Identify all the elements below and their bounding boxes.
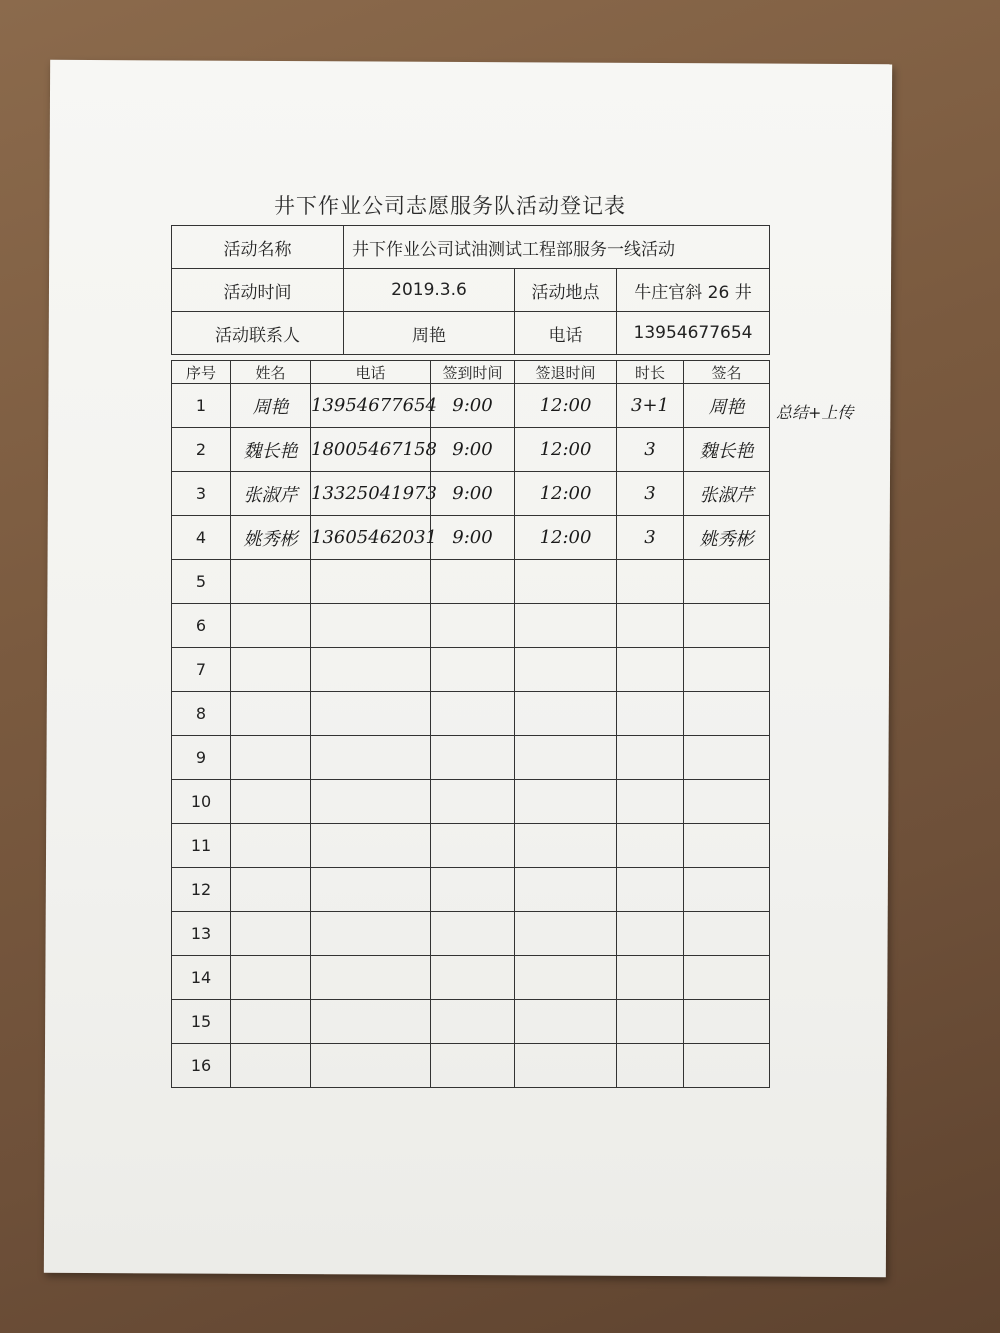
volunteer-name: 张淑芹: [231, 472, 311, 516]
row-number: 7: [172, 648, 231, 692]
volunteer-name: [231, 560, 311, 604]
duration: 3+1: [617, 384, 684, 428]
volunteer-name: [231, 736, 311, 780]
signature: [684, 780, 770, 824]
signature: [684, 692, 770, 736]
checkin-time: 9:00: [431, 384, 515, 428]
table-row: [172, 956, 770, 1000]
checkout-time: [515, 560, 617, 604]
volunteer-phone: [311, 912, 431, 956]
signature: [684, 912, 770, 956]
signature: 张淑芹: [684, 472, 770, 516]
row-number: 15: [172, 1000, 231, 1044]
activity-location-label: 活动地点: [515, 269, 617, 312]
volunteer-phone: 13954677654: [311, 384, 431, 428]
row-number: 5: [172, 560, 231, 604]
checkout-time: [515, 824, 617, 868]
volunteer-phone: [311, 560, 431, 604]
row-number: 6: [172, 604, 231, 648]
row-number: 3: [172, 472, 231, 516]
volunteer-name: [231, 1000, 311, 1044]
checkin-time: [431, 648, 515, 692]
table-row: [172, 472, 770, 516]
signature: [684, 604, 770, 648]
volunteer-phone: [311, 692, 431, 736]
volunteer-phone: 13325041973: [311, 472, 431, 516]
table-row: [172, 868, 770, 912]
activity-time-row: [172, 269, 770, 312]
signature: [684, 956, 770, 1000]
table-row: [172, 736, 770, 780]
checkin-time: [431, 780, 515, 824]
form-title: 井下作业公司志愿服务队活动登记表: [274, 194, 626, 218]
checkout-time: [515, 604, 617, 648]
table-row: [172, 604, 770, 648]
checkout-time: [515, 868, 617, 912]
volunteer-name: [231, 956, 311, 1000]
duration: [617, 648, 684, 692]
checkout-time: [515, 1000, 617, 1044]
checkout-time: 12:00: [515, 472, 617, 516]
table-row: [172, 692, 770, 736]
row-number: 9: [172, 736, 231, 780]
checkin-time: [431, 1044, 515, 1088]
duration: 3: [617, 516, 684, 560]
checkout-time: [515, 692, 617, 736]
table-row: [172, 1000, 770, 1044]
checkin-time: [431, 824, 515, 868]
contact-label: 活动联系人: [172, 312, 344, 355]
duration: 3: [617, 472, 684, 516]
contact-row: [172, 312, 770, 355]
signature: [684, 560, 770, 604]
registration-table: [171, 360, 770, 1088]
volunteer-phone: [311, 1044, 431, 1088]
table-row: [172, 516, 770, 560]
duration: [617, 956, 684, 1000]
table-row: [172, 560, 770, 604]
volunteer-name: [231, 780, 311, 824]
volunteer-name: [231, 912, 311, 956]
col-header-hours: 时长: [617, 361, 684, 384]
checkout-time: [515, 648, 617, 692]
checkin-time: 9:00: [431, 472, 515, 516]
table-row: [172, 428, 770, 472]
volunteer-name: 周艳: [231, 384, 311, 428]
row-number: 16: [172, 1044, 231, 1088]
signature: [684, 868, 770, 912]
row-number: 2: [172, 428, 231, 472]
duration: [617, 780, 684, 824]
col-header-signature: 签名: [684, 361, 770, 384]
checkout-time: 12:00: [515, 384, 617, 428]
contact-value: 周艳: [344, 312, 515, 355]
duration: [617, 824, 684, 868]
signature: [684, 824, 770, 868]
table-row: [172, 912, 770, 956]
signature: 周艳: [684, 384, 770, 428]
checkin-time: [431, 1000, 515, 1044]
checkin-time: [431, 912, 515, 956]
volunteer-phone: [311, 1000, 431, 1044]
volunteer-name: 魏长艳: [231, 428, 311, 472]
volunteer-phone: [311, 780, 431, 824]
signature: [684, 1044, 770, 1088]
row-number: 10: [172, 780, 231, 824]
table-row: [172, 384, 770, 428]
signature: 魏长艳: [684, 428, 770, 472]
checkin-time: [431, 868, 515, 912]
checkout-time: 12:00: [515, 516, 617, 560]
checkout-time: 12:00: [515, 428, 617, 472]
table-row: [172, 780, 770, 824]
volunteer-name: [231, 604, 311, 648]
checkin-time: [431, 736, 515, 780]
table-row: [172, 824, 770, 868]
table-row: [172, 648, 770, 692]
checkin-time: 9:00: [431, 516, 515, 560]
col-header-phone: 电话: [311, 361, 431, 384]
row-number: 13: [172, 912, 231, 956]
margin-note: 总结+上传: [776, 403, 854, 422]
volunteer-phone: [311, 736, 431, 780]
col-header-no: 序号: [172, 361, 231, 384]
col-header-checkin: 签到时间: [431, 361, 515, 384]
row-number: 8: [172, 692, 231, 736]
checkin-time: [431, 956, 515, 1000]
activity-name-row: [172, 226, 770, 269]
checkout-time: [515, 736, 617, 780]
activity-name-label: 活动名称: [172, 226, 344, 269]
volunteer-phone: [311, 604, 431, 648]
duration: [617, 1000, 684, 1044]
volunteer-name: [231, 868, 311, 912]
signature: [684, 1000, 770, 1044]
row-number: 1: [172, 384, 231, 428]
duration: [617, 868, 684, 912]
volunteer-name: [231, 692, 311, 736]
duration: [617, 912, 684, 956]
checkin-time: [431, 692, 515, 736]
volunteer-phone: 18005467158: [311, 428, 431, 472]
duration: 3: [617, 428, 684, 472]
registration-body: [172, 384, 770, 1088]
checkin-time: [431, 560, 515, 604]
volunteer-phone: [311, 648, 431, 692]
volunteer-phone: [311, 868, 431, 912]
signature: [684, 736, 770, 780]
table-row: [172, 1044, 770, 1088]
checkout-time: [515, 956, 617, 1000]
signature: [684, 648, 770, 692]
duration: [617, 736, 684, 780]
row-number: 12: [172, 868, 231, 912]
duration: [617, 1044, 684, 1088]
signature: 姚秀彬: [684, 516, 770, 560]
row-number: 14: [172, 956, 231, 1000]
volunteer-phone: [311, 956, 431, 1000]
activity-location-value: 牛庄官斜 26 井: [617, 269, 770, 312]
activity-name-value: 井下作业公司试油测试工程部服务一线活动: [344, 226, 770, 269]
checkin-time: 9:00: [431, 428, 515, 472]
volunteer-name: 姚秀彬: [231, 516, 311, 560]
duration: [617, 604, 684, 648]
checkin-time: [431, 604, 515, 648]
checkout-time: [515, 780, 617, 824]
volunteer-name: [231, 1044, 311, 1088]
row-number: 11: [172, 824, 231, 868]
col-header-name: 姓名: [231, 361, 311, 384]
activity-time-value: 2019.3.6: [344, 269, 515, 312]
row-number: 4: [172, 516, 231, 560]
duration: [617, 560, 684, 604]
phone-value: 13954677654: [617, 312, 770, 355]
phone-label: 电话: [515, 312, 617, 355]
volunteer-name: [231, 648, 311, 692]
volunteer-phone: [311, 824, 431, 868]
volunteer-name: [231, 824, 311, 868]
activity-time-label: 活动时间: [172, 269, 344, 312]
activity-info-table: [171, 225, 770, 355]
volunteer-phone: 13605462031: [311, 516, 431, 560]
checkout-time: [515, 1044, 617, 1088]
registration-header-row: [172, 361, 770, 384]
checkout-time: [515, 912, 617, 956]
col-header-checkout: 签退时间: [515, 361, 617, 384]
duration: [617, 692, 684, 736]
